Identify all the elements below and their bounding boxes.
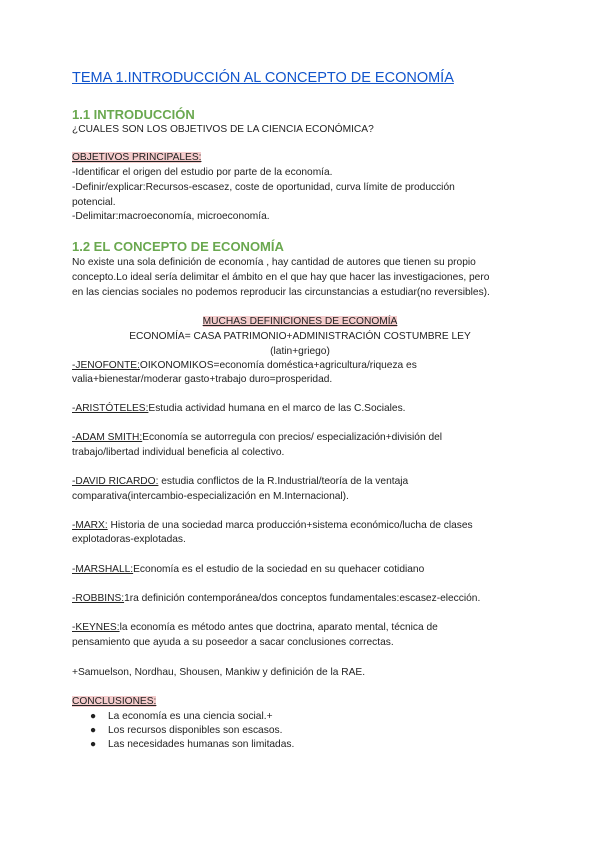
author-text: Estudia actividad humana en el marco de las C.Sociales. (148, 403, 406, 414)
author-name: -ADAM SMITH: (72, 432, 143, 443)
author-entry-marx (72, 519, 473, 533)
author-text: Economía es el estudio de la sociedad en su quehacer cotidiano (133, 564, 425, 575)
author-text: estudia conflictos de la R.Industrial/teoría de la ventaja (158, 476, 409, 487)
author-text: comparativa(intercambio-especialización en M.Internacional). (72, 491, 349, 502)
author-entry-adam-smith (72, 431, 442, 445)
objective-line: potencial. (72, 197, 116, 208)
definitions-title-line (0, 315, 600, 329)
author-text: Historia de una sociedad marca producción+sistema económico/lucha de clases (107, 520, 473, 531)
author-name: -ROBBINS: (72, 593, 125, 604)
conclusion-item (90, 710, 273, 724)
conclusions-label: CONCLUSIONES: (72, 696, 157, 707)
paragraph-line: No existe una sola definición de economía , hay cantidad de autores que tienen su propio (72, 257, 476, 268)
conclusions-label-line (72, 695, 156, 709)
author-entry-robbins (72, 592, 480, 606)
bullet-icon: ● (90, 711, 97, 722)
author-name: -MARX: (72, 520, 108, 531)
author-text: 1ra definición contemporánea/dos conceptos fundamentales:escasez-elección. (124, 593, 481, 604)
author-text: pensamiento que ayuda a su poseedor a sacar conclusiones correctas. (72, 637, 394, 648)
formula-note: (latin+griego) (270, 346, 330, 357)
author-text: trabajo/libertad individual beneficia al colectivo. (72, 447, 285, 458)
bullet-icon: ● (90, 739, 97, 750)
author-entry-marshall (72, 563, 424, 577)
definitions-title: MUCHAS DEFINICIONES DE ECONOMÍA (202, 316, 398, 327)
paragraph-line: en las ciencias sociales no podemos reproducir las circunstancias a estudiar(no reversibles). (72, 287, 490, 298)
author-entry-jenofonte (72, 359, 417, 373)
paragraph-line: concepto.Lo ideal sería delimitar el ámbito en el que hay que hacer las investigaciones, pero (72, 272, 490, 283)
conclusion-item (90, 724, 282, 738)
author-name: -KEYNES: (72, 622, 120, 633)
author-name: -ARISTÓTELES: (72, 403, 149, 414)
conclusion-text: La economía es una ciencia social.+ (108, 711, 273, 722)
document-title: TEMA 1.INTRODUCCIÓN AL CONCEPTO DE ECONOMÍA (72, 70, 454, 86)
economia-formula: ECONOMÍA= CASA PATRIMONIO+ADMINISTRACIÓN COSTUMBRE LEY (129, 331, 471, 342)
section-heading-introduccion: 1.1 INTRODUCCIÓN (72, 107, 195, 122)
conclusion-text: Los recursos disponibles son escasos. (108, 725, 283, 736)
author-text: valia+bienestar/moderar gasto+trabajo duro=prosperidad. (72, 374, 333, 385)
author-text: explotadoras-explotadas. (72, 534, 186, 545)
author-entry-david-ricardo (72, 475, 408, 489)
conclusion-item (90, 738, 294, 752)
author-entry-aristoteles (72, 402, 406, 416)
conclusion-text: Las necesidades humanas son limitadas. (108, 739, 295, 750)
section-heading-concepto: 1.2 EL CONCEPTO DE ECONOMÍA (72, 239, 284, 254)
author-name: -JENOFONTE: (72, 360, 140, 371)
objective-line: -Delimitar:macroeconomía, microeconomía. (72, 211, 270, 222)
author-text: Economía se autorregula con precios/ especialización+división del (142, 432, 443, 443)
author-text: OIKONOMIKOS=economía doméstica+agricultura/riqueza es (139, 360, 417, 371)
objectives-label-line (72, 151, 201, 165)
section-question: ¿CUALES SON LOS OBJETIVOS DE LA CIENCIA ECONÓMICA? (72, 124, 374, 135)
bullet-icon: ● (90, 725, 97, 736)
objective-line: -Definir/explicar:Recursos-escasez, coste de oportunidad, curva límite de producción (72, 182, 455, 193)
author-name: -DAVID RICARDO: (72, 476, 159, 487)
objectives-label: OBJETIVOS PRINCIPALES: (72, 152, 202, 163)
objective-line: -Identificar el origen del estudio por parte de la economía. (72, 167, 333, 178)
other-authors: +Samuelson, Nordhau, Shousen, Mankiw y definición de la RAE. (72, 667, 366, 678)
author-text: la economía es método antes que doctrina, aparato mental, técnica de (119, 622, 438, 633)
author-entry-keynes (72, 621, 438, 635)
author-name: -MARSHALL: (72, 564, 134, 575)
